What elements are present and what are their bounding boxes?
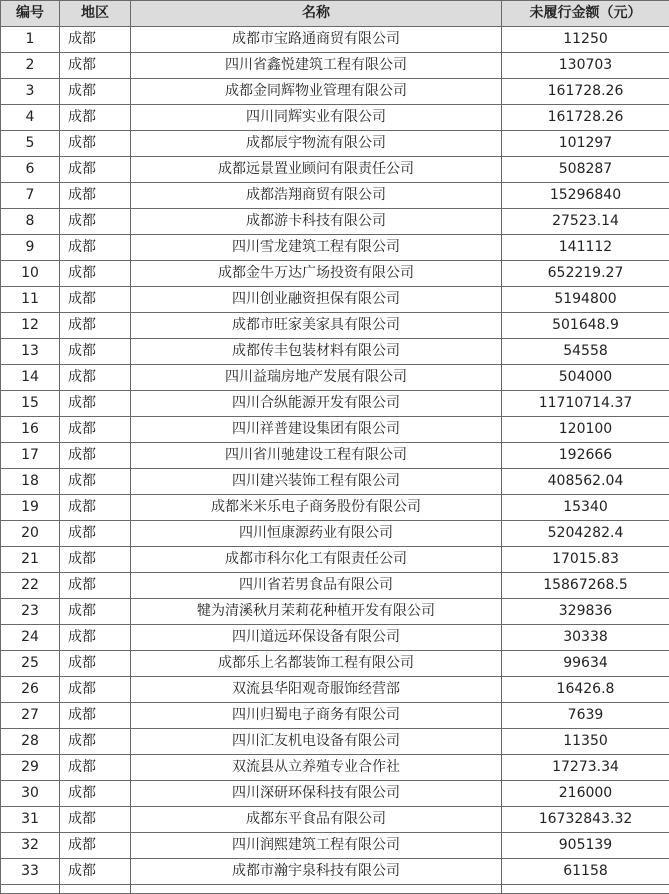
row-amount: 16426.8 (502, 677, 669, 703)
row-amount: 192666 (502, 443, 669, 469)
row-company-name: 四川省若男食品有限公司 (131, 573, 502, 599)
row-company-name: 四川创业融资担保有限公司 (131, 287, 502, 313)
row-amount: 54558 (502, 339, 669, 365)
row-region: 成都 (60, 495, 131, 521)
row-region: 成都 (60, 833, 131, 859)
header-number: 编号 (1, 1, 60, 27)
row-number: 2 (1, 53, 60, 79)
row-company-name: 成都金牛万达广场投资有限公司 (131, 261, 502, 287)
table-row (1, 755, 669, 781)
table-row (1, 209, 669, 235)
row-region: 成都 (60, 625, 131, 651)
row-region: 成都 (60, 209, 131, 235)
row-region: 成都 (60, 781, 131, 807)
row-number: 1 (1, 27, 60, 53)
row-region: 成都 (60, 313, 131, 339)
row-amount: 16732843.32 (502, 807, 669, 833)
row-amount: 30338 (502, 625, 669, 651)
header-amount: 未履行金额（元） (502, 1, 669, 27)
table-row (1, 235, 669, 261)
header-row (1, 1, 669, 27)
row-amount: 15296840 (502, 183, 669, 209)
table-row (1, 105, 669, 131)
row-region: 成都 (60, 729, 131, 755)
row-amount: 120100 (502, 417, 669, 443)
row-company-name: 双流县从立养殖专业合作社 (131, 755, 502, 781)
row-company-name: 四川益瑞房地产发展有限公司 (131, 365, 502, 391)
table-row (1, 469, 669, 495)
table-row (1, 287, 669, 313)
row-number: 27 (1, 703, 60, 729)
row-amount: 11710714.37 (502, 391, 669, 417)
table-row (1, 703, 669, 729)
row-number: 11 (1, 287, 60, 313)
table-row (1, 365, 669, 391)
row-amount: 17273.34 (502, 755, 669, 781)
row-number: 3 (1, 79, 60, 105)
row-company-name: 成都远景置业顾问有限责任公司 (131, 157, 502, 183)
row-amount: 11250 (502, 27, 669, 53)
row-company-name: 四川润熙建筑工程有限公司 (131, 833, 502, 859)
row-company-name: 四川祥普建设集团有限公司 (131, 417, 502, 443)
row-amount: 99634 (502, 651, 669, 677)
row-company-name: 四川归蜀电子商务有限公司 (131, 703, 502, 729)
row-amount: 329836 (502, 599, 669, 625)
row-amount: 504000 (502, 365, 669, 391)
row-region: 成都 (60, 53, 131, 79)
row-region: 成都 (60, 703, 131, 729)
row-region: 成都 (60, 859, 131, 885)
row-amount: 130703 (502, 53, 669, 79)
row-number: 22 (1, 573, 60, 599)
row-company-name: 成都市科尔化工有限责任公司 (131, 547, 502, 573)
row-region: 成都 (60, 183, 131, 209)
table-row (1, 495, 669, 521)
row-company-name: 成都浩翔商贸有限公司 (131, 183, 502, 209)
table-row (1, 53, 669, 79)
table-row (1, 131, 669, 157)
row-amount: 508287 (502, 157, 669, 183)
empty-cell (502, 885, 669, 894)
row-number: 25 (1, 651, 60, 677)
row-number: 13 (1, 339, 60, 365)
table-row (1, 339, 669, 365)
row-company-name: 四川同辉实业有限公司 (131, 105, 502, 131)
row-amount: 61158 (502, 859, 669, 885)
row-number: 19 (1, 495, 60, 521)
table-row (1, 833, 669, 859)
row-company-name: 成都辰宇物流有限公司 (131, 131, 502, 157)
row-amount: 161728.26 (502, 79, 669, 105)
row-region: 成都 (60, 287, 131, 313)
row-region: 成都 (60, 469, 131, 495)
row-number: 14 (1, 365, 60, 391)
row-number: 8 (1, 209, 60, 235)
row-region: 成都 (60, 261, 131, 287)
table-row (1, 79, 669, 105)
row-number: 4 (1, 105, 60, 131)
table-row (1, 599, 669, 625)
row-region: 成都 (60, 365, 131, 391)
table-row (1, 729, 669, 755)
table-row (1, 261, 669, 287)
table-row (1, 417, 669, 443)
row-company-name: 四川合纵能源开发有限公司 (131, 391, 502, 417)
row-number: 7 (1, 183, 60, 209)
row-region: 成都 (60, 547, 131, 573)
row-number: 17 (1, 443, 60, 469)
row-amount: 15340 (502, 495, 669, 521)
row-company-name: 四川恒康源药业有限公司 (131, 521, 502, 547)
row-company-name: 成都市瀚宇泉科技有限公司 (131, 859, 502, 885)
row-number: 26 (1, 677, 60, 703)
row-region: 成都 (60, 521, 131, 547)
row-region: 成都 (60, 131, 131, 157)
row-amount: 5194800 (502, 287, 669, 313)
row-number: 23 (1, 599, 60, 625)
row-amount: 141112 (502, 235, 669, 261)
row-amount: 27523.14 (502, 209, 669, 235)
table-row (1, 27, 669, 53)
row-amount: 5204282.4 (502, 521, 669, 547)
row-region: 成都 (60, 677, 131, 703)
table-row (1, 313, 669, 339)
row-region: 成都 (60, 391, 131, 417)
row-company-name: 双流县华阳观奇服饰经营部 (131, 677, 502, 703)
row-number: 31 (1, 807, 60, 833)
row-company-name: 犍为清溪秋月茉莉花种植开发有限公司 (131, 599, 502, 625)
table-row (1, 573, 669, 599)
table-row (1, 677, 669, 703)
row-company-name: 成都市宝路通商贸有限公司 (131, 27, 502, 53)
row-amount: 652219.27 (502, 261, 669, 287)
table-row-partial (1, 885, 669, 894)
row-amount: 11350 (502, 729, 669, 755)
row-number: 29 (1, 755, 60, 781)
table-row (1, 781, 669, 807)
row-region: 成都 (60, 755, 131, 781)
row-number: 33 (1, 859, 60, 885)
row-region: 成都 (60, 599, 131, 625)
row-amount: 101297 (502, 131, 669, 157)
row-company-name: 成都游卡科技有限公司 (131, 209, 502, 235)
row-company-name: 成都市旺家美家具有限公司 (131, 313, 502, 339)
table-row (1, 547, 669, 573)
row-number: 15 (1, 391, 60, 417)
table-row (1, 651, 669, 677)
row-company-name: 四川省鑫悦建筑工程有限公司 (131, 53, 502, 79)
row-number: 30 (1, 781, 60, 807)
row-number: 24 (1, 625, 60, 651)
row-company-name: 四川雪龙建筑工程有限公司 (131, 235, 502, 261)
row-amount: 216000 (502, 781, 669, 807)
row-number: 21 (1, 547, 60, 573)
row-number: 9 (1, 235, 60, 261)
row-company-name: 四川道远环保设备有限公司 (131, 625, 502, 651)
row-region: 成都 (60, 573, 131, 599)
empty-cell (60, 885, 131, 894)
table-row (1, 859, 669, 885)
row-number: 16 (1, 417, 60, 443)
row-company-name: 四川深研环保科技有限公司 (131, 781, 502, 807)
row-amount: 17015.83 (502, 547, 669, 573)
row-region: 成都 (60, 443, 131, 469)
empty-cell (1, 885, 60, 894)
row-amount: 408562.04 (502, 469, 669, 495)
row-company-name: 成都乐上名都装饰工程有限公司 (131, 651, 502, 677)
empty-cell (131, 885, 502, 894)
row-number: 18 (1, 469, 60, 495)
header-name: 名称 (131, 1, 502, 27)
row-number: 5 (1, 131, 60, 157)
row-number: 20 (1, 521, 60, 547)
table-body (1, 27, 669, 894)
row-amount: 15867268.5 (502, 573, 669, 599)
row-region: 成都 (60, 417, 131, 443)
row-amount: 161728.26 (502, 105, 669, 131)
table-row (1, 391, 669, 417)
row-region: 成都 (60, 27, 131, 53)
row-company-name: 成都传丰包装材料有限公司 (131, 339, 502, 365)
row-company-name: 成都金同辉物业管理有限公司 (131, 79, 502, 105)
row-region: 成都 (60, 79, 131, 105)
row-number: 6 (1, 157, 60, 183)
row-number: 32 (1, 833, 60, 859)
table-row (1, 807, 669, 833)
row-region: 成都 (60, 105, 131, 131)
row-number: 12 (1, 313, 60, 339)
table-row (1, 625, 669, 651)
row-region: 成都 (60, 235, 131, 261)
row-company-name: 四川汇友机电设备有限公司 (131, 729, 502, 755)
row-number: 10 (1, 261, 60, 287)
row-region: 成都 (60, 651, 131, 677)
row-region: 成都 (60, 339, 131, 365)
header-region: 地区 (60, 1, 131, 27)
row-region: 成都 (60, 157, 131, 183)
table-row (1, 157, 669, 183)
row-company-name: 成都东平食品有限公司 (131, 807, 502, 833)
table-row (1, 443, 669, 469)
row-company-name: 成都米米乐电子商务股份有限公司 (131, 495, 502, 521)
row-company-name: 四川建兴装饰工程有限公司 (131, 469, 502, 495)
row-region: 成都 (60, 807, 131, 833)
row-amount: 905139 (502, 833, 669, 859)
table-row (1, 183, 669, 209)
row-amount: 501648.9 (502, 313, 669, 339)
table-row (1, 521, 669, 547)
row-company-name: 四川省川驰建设工程有限公司 (131, 443, 502, 469)
row-amount: 7639 (502, 703, 669, 729)
row-number: 28 (1, 729, 60, 755)
